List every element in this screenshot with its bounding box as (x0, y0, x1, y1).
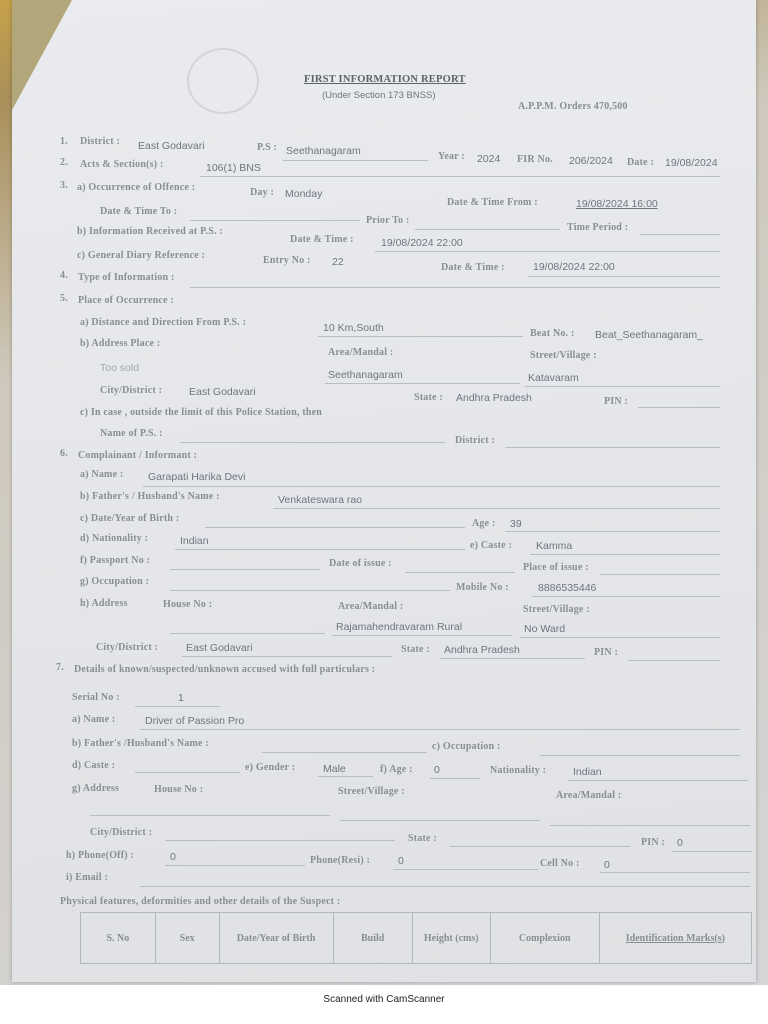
complainant-area-value: Rajamahendravaram Rural (336, 621, 463, 633)
acts-label: Acts & Section(s) : (80, 159, 164, 170)
complainant-address-label: h) Address (80, 598, 128, 609)
report-subtitle: (Under Section 173 BNSS) (322, 90, 436, 101)
emblem-seal-icon (187, 48, 259, 114)
serial-value: 1 (178, 692, 184, 704)
complainant-age-label: Age : (472, 518, 496, 529)
time-period-label: Time Period : (567, 222, 629, 233)
column-header: Complexion (490, 913, 599, 964)
folded-corner (12, 0, 72, 110)
occ-street-label: Street/Village : (530, 350, 597, 361)
info-received-label: b) Information Received at P.S. : (77, 226, 223, 237)
phone-off-value: 0 (170, 851, 176, 863)
place-of-occurrence-label: Place of Occurrence : (78, 295, 174, 306)
phone-resi-label: Phone(Resi) : (310, 855, 371, 866)
info-type-label: Type of Information : (78, 272, 175, 283)
section-4-number: 4. (60, 270, 68, 281)
fir-label: FIR No. (517, 154, 553, 165)
scanner-watermark: Scanned with CamScanner (323, 994, 445, 1005)
nationality-value: Indian (180, 535, 209, 547)
mobile-label: Mobile No : (456, 582, 509, 593)
report-title: FIRST INFORMATION REPORT (304, 74, 466, 85)
dob-label: c) Date/Year of Birth : (80, 513, 180, 524)
diary-dt-value: 19/08/2024 22:00 (533, 261, 615, 273)
accused-nationality-value: Indian (573, 766, 602, 778)
phone-resi-value: 0 (398, 855, 404, 867)
complainant-house-label: House No : (163, 599, 213, 610)
section-1-number: 1. (60, 136, 68, 147)
complainant-age-value: 39 (510, 518, 522, 530)
district-value: East Godavari (138, 140, 205, 152)
passport-label: f) Passport No : (80, 555, 151, 566)
occ-state-value: Andhra Pradesh (456, 392, 532, 404)
column-header: Build (333, 913, 412, 964)
info-received-dt-label: Date & Time : (290, 234, 354, 245)
complainant-street-value: No Ward (524, 623, 566, 635)
father-husband-value: Venkateswara rao (278, 494, 363, 506)
accused-name-label: a) Name : (72, 714, 116, 725)
distance-direction-value: 10 Km,South (323, 322, 384, 334)
section-2-number: 2. (60, 157, 68, 168)
diary-dt-label: Date & Time : (441, 262, 505, 273)
occupation-label: g) Occupation : (80, 576, 150, 587)
nationality-label: d) Nationality : (80, 533, 149, 544)
accused-occupation-label: c) Occupation : (432, 741, 501, 752)
complainant-city-label: City/District : (96, 642, 159, 653)
accused-gender-label: e) Gender : (245, 762, 296, 773)
occ-city-value: East Godavari (189, 386, 256, 398)
accused-age-value: 0 (434, 764, 440, 776)
section-6-number: 6. (60, 448, 68, 459)
entry-no-label: Entry No : (263, 255, 311, 266)
accused-name-value: Driver of Passion Pro (145, 715, 245, 727)
outside-limit-label: c) In case , outside the limit of this Police Station, then (80, 407, 323, 418)
section-7-number: 7. (56, 662, 64, 673)
caste-label: e) Caste : (470, 540, 512, 551)
complainant-name-value: Garapati Harika Devi (148, 471, 246, 483)
column-header: Identification Marks(s) (599, 913, 751, 964)
place-of-issue-label: Place of issue : (523, 562, 589, 573)
column-header: S. No (81, 913, 156, 964)
occ-city-label: City/District : (100, 385, 163, 396)
occ-area-label: Area/Mandal : (328, 347, 394, 358)
year-value: 2024 (477, 153, 501, 165)
district-label: District : (80, 136, 121, 147)
year-label: Year : (438, 151, 465, 162)
day-label: Day : (250, 187, 275, 198)
fir-date-value: 19/08/2024 (665, 157, 718, 169)
day-value: Monday (285, 188, 323, 200)
distance-direction-label: a) Distance and Direction From P.S. : (80, 317, 247, 328)
accused-gender-value: Male (323, 763, 346, 775)
email-label: i) Email : (66, 872, 108, 883)
name-of-ps-label: Name of P.S. : (100, 428, 163, 439)
complainant-name-label: a) Name : (80, 469, 124, 480)
date-time-from-label: Date & Time From : (447, 197, 538, 208)
phone-off-label: h) Phone(Off) : (66, 850, 134, 861)
accused-city-label: City/District : (90, 827, 153, 838)
ps-value: Seethanagaram (286, 145, 361, 157)
accused-caste-label: d) Caste : (72, 760, 116, 771)
complainant-state-label: State : (401, 644, 430, 655)
accused-street-label: Street/Village : (338, 786, 405, 797)
accused-father-label: b) Father's /Husband's Name : (72, 738, 209, 749)
beat-no-value: Beat_Seethanagaram_ (595, 329, 703, 341)
physical-features-label: Physical features, deformities and other details of the Suspect : (60, 896, 341, 907)
occurrence-label: a) Occurrence of Offence : (77, 182, 196, 193)
section-5-number: 5. (60, 293, 68, 304)
column-header: Sex (155, 913, 219, 964)
column-header: Height (cms) (412, 913, 490, 964)
occ-street-value: Katavaram (528, 372, 579, 384)
orders-reference: A.P.P.M. Orders 470,500 (518, 101, 628, 112)
accused-house-label: House No : (154, 784, 204, 795)
date-time-from-value: 19/08/2024 16:00 (576, 198, 658, 210)
fir-date-label: Date : (627, 157, 655, 168)
accused-address-label: g) Address (72, 783, 120, 794)
diary-reference-label: c) General Diary Reference : (77, 250, 206, 261)
address-place-label: b) Address Place : (80, 338, 161, 349)
accused-area-label: Area/Mandal : (556, 790, 622, 801)
complainant-street-label: Street/Village : (523, 604, 590, 615)
accused-state-label: State : (408, 833, 437, 844)
mobile-value: 8886535446 (538, 582, 597, 594)
outside-district-label: District : (455, 435, 496, 446)
prior-to-label: Prior To : (366, 215, 410, 226)
complainant-state-value: Andhra Pradesh (444, 644, 520, 656)
complainant-city-value: East Godavari (186, 642, 253, 654)
fir-number: 206/2024 (569, 155, 613, 167)
section-3-number: 3. (60, 180, 68, 191)
beat-no-label: Beat No. : (530, 328, 575, 339)
occ-place-value: Too sold (100, 362, 140, 374)
ps-label: P.S : (257, 142, 278, 153)
complainant-label: Complainant / Informant : (78, 450, 198, 461)
cell-no-value: 0 (604, 859, 610, 871)
column-header: Date/Year of Birth (219, 913, 333, 964)
occ-area-value: Seethanagaram (328, 369, 403, 381)
accused-pin-value: 0 (677, 837, 683, 849)
acts-value: 106(1) BNS (206, 162, 261, 174)
occ-state-label: State : (414, 392, 443, 403)
cell-no-label: Cell No : (540, 858, 580, 869)
father-husband-label: b) Father's / Husband's Name : (80, 491, 220, 502)
suspect-details-table (80, 912, 752, 964)
info-received-dt-value: 19/08/2024 22:00 (381, 237, 463, 249)
accused-age-label: f) Age : (380, 764, 413, 775)
date-time-to-label: Date & Time To : (100, 206, 178, 217)
serial-label: Serial No : (72, 692, 120, 703)
accused-pin-label: PIN : (641, 837, 666, 848)
occ-pin-label: PIN : (604, 396, 629, 407)
date-of-issue-label: Date of issue : (329, 558, 392, 569)
caste-value: Kamma (536, 540, 573, 552)
accused-nationality-label: Nationality : (490, 765, 547, 776)
table-header-row (81, 913, 752, 964)
complainant-area-label: Area/Mandal : (338, 601, 404, 612)
entry-no-value: 22 (332, 256, 344, 268)
complainant-pin-label: PIN : (594, 647, 619, 658)
accused-details-label: Details of known/suspected/unknown accused with full particulars : (74, 664, 376, 675)
